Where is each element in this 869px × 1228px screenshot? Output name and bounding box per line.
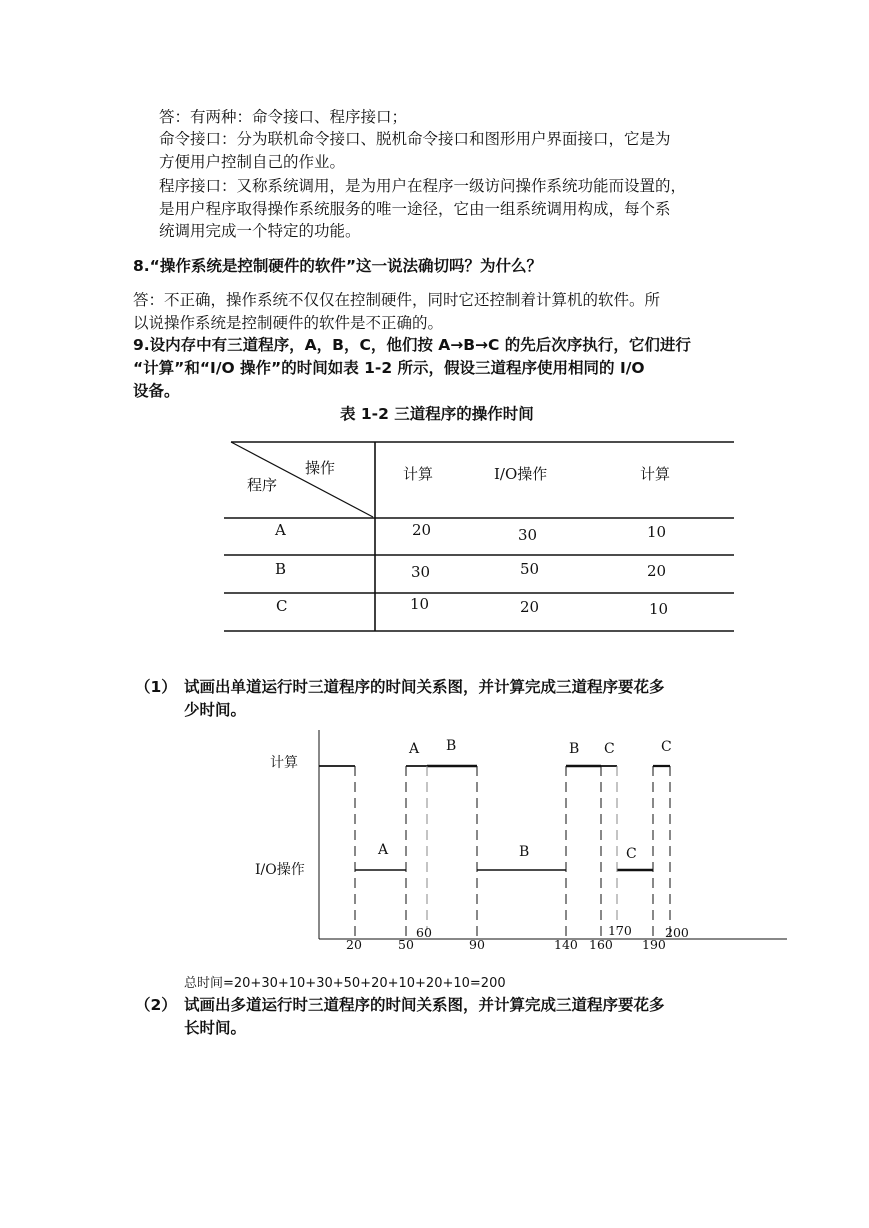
table-row-b-value-3: 20 bbox=[647, 562, 667, 580]
q7-answer-line-3: 方便用户控制自己的作业。 bbox=[159, 153, 346, 171]
q8-answer-line-1: 答：不正确，操作系统不仅仅在控制硬件，同时它还控制着计算机的软件。所 bbox=[133, 291, 661, 309]
diagram-compute-label-b1: B bbox=[446, 738, 457, 754]
table-row-c-value-1: 10 bbox=[410, 595, 430, 613]
q8-answer-line-2: 以说操作系统是控制硬件的软件是不正确的。 bbox=[133, 314, 444, 332]
table-row-c-name: C bbox=[276, 597, 288, 615]
table-row-c-value-3: 10 bbox=[649, 600, 669, 618]
table-row-a-value-2: 30 bbox=[518, 526, 538, 544]
tick-20: 20 bbox=[346, 937, 362, 952]
q9-question-line-2: “计算”和“I/O 操作”的时间如表 1-2 所示，假设三道程序使用相同的 I/O bbox=[133, 359, 645, 377]
table-row-b-name: B bbox=[275, 560, 287, 578]
diagram-compute-label-b2: B bbox=[569, 741, 580, 757]
table-corner-top: 操作 bbox=[305, 459, 336, 477]
q7-answer-line-6: 统调用完成一个特定的功能。 bbox=[159, 222, 361, 240]
sub1-line-2: 少时间。 bbox=[184, 701, 247, 719]
table-caption: 表 1-2 三道程序的操作时间 bbox=[340, 405, 534, 423]
q7-answer-line-1: 答：有两种：命令接口、程序接口； bbox=[159, 108, 408, 126]
sub2-number: （2） bbox=[135, 996, 177, 1014]
tick-90: 90 bbox=[469, 937, 485, 952]
table-header-compute-1: 计算 bbox=[403, 465, 434, 483]
tick-200: 200 bbox=[665, 925, 689, 940]
diagram-row-label-compute: 计算 bbox=[270, 755, 298, 771]
diagram-compute-label-a: A bbox=[409, 741, 420, 757]
diagram-io-label-b: B bbox=[519, 844, 530, 860]
sub2-line-2: 长时间。 bbox=[184, 1019, 247, 1037]
sub2-line-1: 试画出多道运行时三道程序的时间关系图，并计算完成三道程序要花多 bbox=[184, 996, 665, 1014]
sub1-line-1: 试画出单道运行时三道程序的时间关系图，并计算完成三道程序要花多 bbox=[184, 678, 665, 696]
sub1-number: （1） bbox=[135, 678, 177, 696]
diagram-compute-label-c1: C bbox=[604, 741, 615, 757]
diagram-io-label-a: A bbox=[378, 842, 389, 858]
diagram-compute-label-c2: C bbox=[661, 739, 672, 755]
q7-answer-line-5: 是用户程序取得操作系统服务的唯一途径，它由一组系统调用构成，每个系 bbox=[159, 200, 671, 218]
q9-question-line-3: 设备。 bbox=[133, 382, 180, 400]
tick-190: 190 bbox=[642, 937, 666, 952]
tick-170: 170 bbox=[608, 923, 632, 938]
table-row-c-value-2: 20 bbox=[520, 598, 540, 616]
q9-question-line-1: 9.设内存中有三道程序，A，B，C，他们按 A→B→C 的先后次序执行，它们进行 bbox=[133, 336, 691, 354]
total-time: 总时间=20+30+10+30+50+20+10+20+10=200 bbox=[184, 976, 506, 991]
tick-140: 140 bbox=[554, 937, 578, 952]
tick-60: 60 bbox=[416, 925, 432, 940]
tick-50: 50 bbox=[398, 937, 414, 952]
q8-question: 8.“操作系统是控制硬件的软件”这一说法确切吗？为什么？ bbox=[133, 257, 543, 275]
tick-160: 160 bbox=[589, 937, 613, 952]
table-header-compute-2: 计算 bbox=[640, 465, 671, 483]
table-row-a-value-1: 20 bbox=[412, 521, 432, 539]
table-row-a-name: A bbox=[275, 521, 286, 539]
table-row-a-value-3: 10 bbox=[647, 523, 667, 541]
table-row-b-value-1: 30 bbox=[411, 563, 431, 581]
table-header-io: I/O操作 bbox=[494, 465, 548, 483]
diagram-row-label-io: I/O操作 bbox=[255, 862, 305, 878]
q7-answer-line-2: 命令接口：分为联机命令接口、脱机命令接口和图形用户界面接口，它是为 bbox=[159, 130, 671, 148]
q7-answer-line-4: 程序接口：又称系统调用，是为用户在程序一级访问操作系统功能而设置的， bbox=[159, 177, 687, 195]
diagram-io-label-c: C bbox=[626, 846, 637, 862]
table-corner-bottom: 程序 bbox=[247, 476, 278, 494]
table-row-b-value-2: 50 bbox=[520, 560, 540, 578]
